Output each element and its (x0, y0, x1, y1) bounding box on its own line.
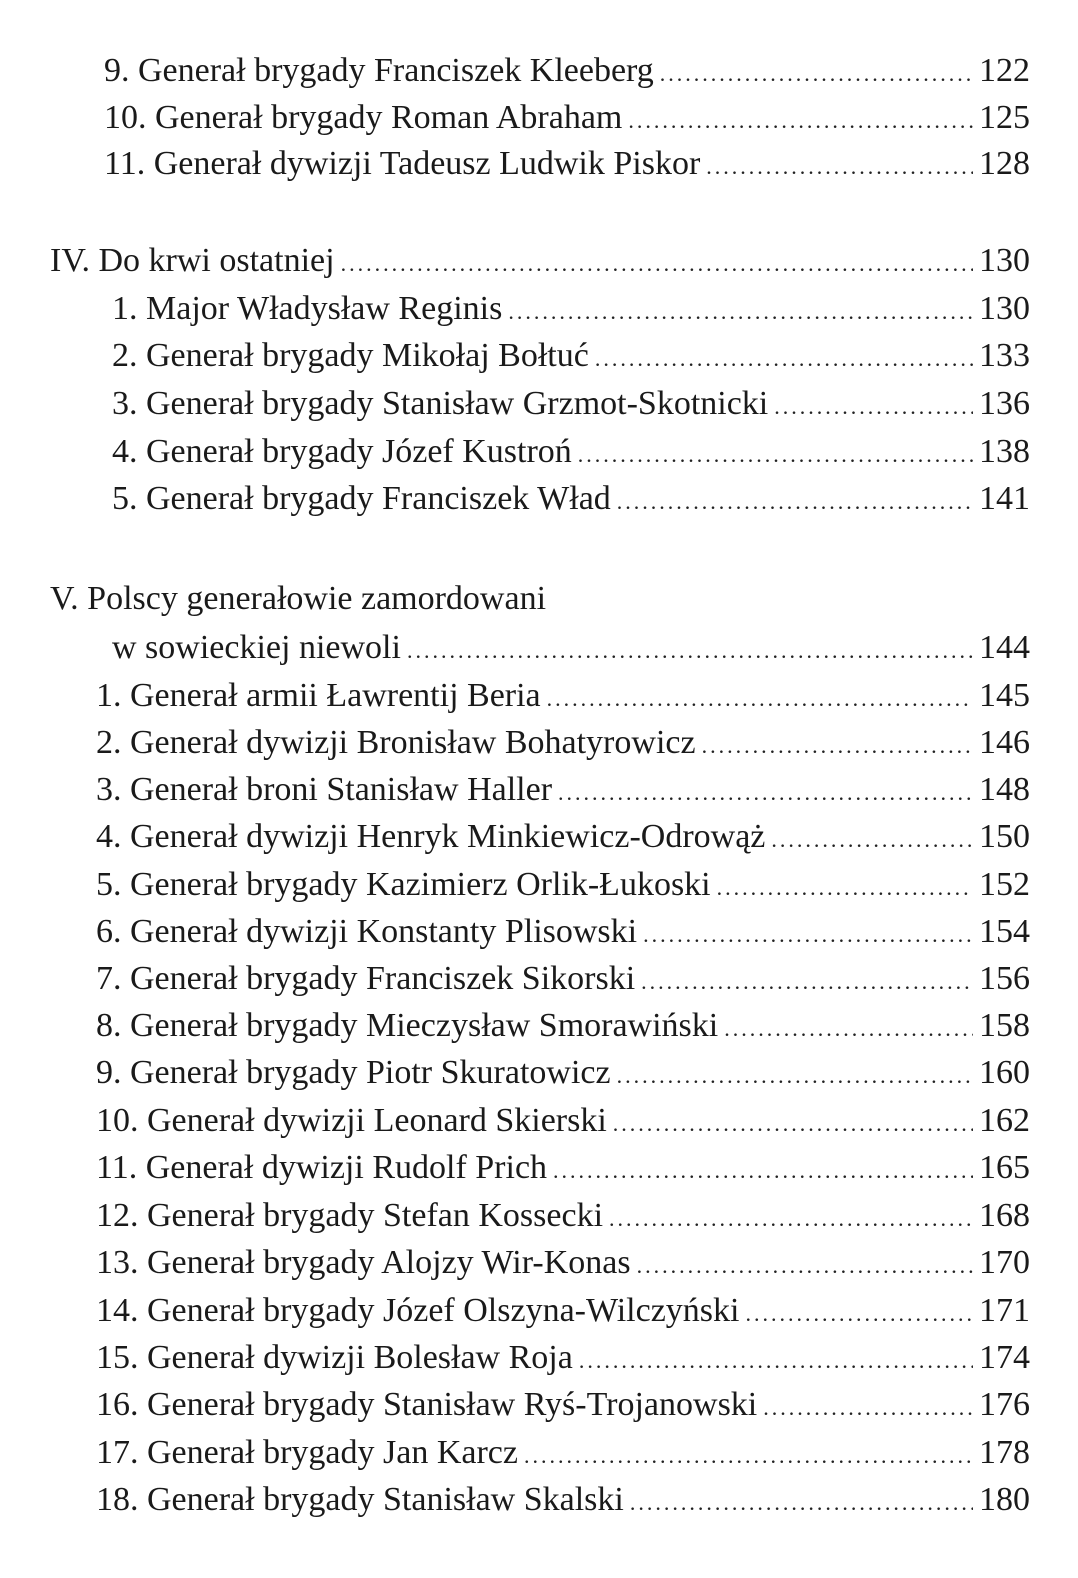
dot-leader (524, 1435, 973, 1477)
toc-entry-label: 1. Generał armii Ławrentij Beria (96, 677, 541, 714)
toc-entry-label: 5. Generał brygady Kazimierz Orlik-Łukoski (96, 866, 711, 903)
toc-entry-label: 14. Generał brygady Józef Olszyna-Wilczyński (96, 1292, 740, 1329)
toc-entry (104, 50, 1030, 95)
toc-entry-page: 133 (979, 337, 1030, 374)
dot-leader (745, 1293, 973, 1335)
dot-leader (660, 53, 973, 95)
toc-entry-label: 10. Generał dywizji Leonard Skierski (96, 1102, 607, 1139)
section-heading-page: 144 (979, 629, 1030, 666)
toc-entry (104, 97, 1030, 142)
toc-entry-label: 16. Generał brygady Stanisław Ryś-Trojanowski (96, 1386, 758, 1423)
dot-leader (702, 725, 973, 767)
toc-entry-page: 141 (979, 480, 1030, 517)
dot-leader (637, 1245, 973, 1287)
toc-entry (96, 1242, 1030, 1287)
toc-entry-label: 9. Generał brygady Piotr Skuratowicz (96, 1054, 611, 1091)
toc-entry-page: 168 (979, 1197, 1030, 1234)
toc-entry (112, 431, 1030, 476)
toc-entry-label: 11. Generał dywizji Rudolf Prich (96, 1149, 548, 1186)
toc-entry (96, 1290, 1030, 1335)
toc-entry-page: 145 (979, 677, 1030, 714)
dot-leader (706, 146, 973, 188)
toc-entry (112, 288, 1030, 333)
toc-entry-label: 12. Generał brygady Stefan Kossecki (96, 1197, 604, 1234)
toc-entry-page: 174 (979, 1339, 1030, 1376)
dot-leader (771, 819, 973, 861)
toc-entry-page: 158 (979, 1007, 1030, 1044)
toc-entry-label: 11. Generał dywizji Tadeusz Ludwik Piskor (104, 145, 701, 182)
dot-leader (407, 630, 973, 672)
toc-entry (96, 1337, 1030, 1382)
toc-entry-page: 178 (979, 1434, 1030, 1471)
toc-entry-label: 8. Generał brygady Mieczysław Smorawiński (96, 1007, 719, 1044)
toc-entry-label: 1. Major Władysław Reginis (112, 290, 503, 327)
toc-entry-page: 152 (979, 866, 1030, 903)
toc-entry-page: 136 (979, 385, 1030, 422)
dot-leader (579, 1340, 973, 1382)
toc-entry-page: 150 (979, 818, 1030, 855)
dot-leader (643, 914, 973, 956)
toc-entry-label: 7. Generał brygady Franciszek Sikorski (96, 960, 636, 997)
toc-entry-page: 122 (979, 52, 1030, 89)
dot-leader (558, 772, 973, 814)
section-heading-label: w sowieckiej niewoli (112, 629, 401, 666)
dot-leader (717, 867, 973, 909)
toc-entry-page: 180 (979, 1481, 1030, 1518)
dot-leader (609, 1198, 973, 1240)
toc-entry (96, 675, 1030, 720)
toc-entry (96, 722, 1030, 767)
dot-leader (763, 1387, 973, 1429)
dot-leader (595, 338, 973, 380)
toc-entry-label: 13. Generał brygady Alojzy Wir-Konas (96, 1244, 631, 1281)
toc-entry-label: 3. Generał broni Stanisław Haller (96, 771, 553, 808)
dot-leader (774, 386, 973, 428)
toc-entry-page: 171 (979, 1292, 1030, 1329)
toc-entry-label: 10. Generał brygady Roman Abraham (104, 99, 623, 136)
dot-leader (724, 1008, 973, 1050)
toc-entry (96, 1195, 1030, 1240)
toc-entry-label: 6. Generał dywizji Konstanty Plisowski (96, 913, 638, 950)
toc-section-heading (50, 240, 1030, 285)
toc-entry-page: 130 (979, 290, 1030, 327)
dot-leader (508, 291, 973, 333)
toc-entry-label: 15. Generał dywizji Bolesław Roja (96, 1339, 573, 1376)
toc-entry-label: 18. Generał brygady Stanisław Skalski (96, 1481, 624, 1518)
toc-entry-label: 5. Generał brygady Franciszek Wład (112, 480, 611, 517)
toc-entry (96, 816, 1030, 861)
section-heading-label: IV. Do krwi ostatniej (50, 242, 335, 279)
toc-entry-page: 138 (979, 433, 1030, 470)
dot-leader (617, 1055, 973, 1097)
toc-entry-page: 154 (979, 913, 1030, 950)
toc-entry-page: 125 (979, 99, 1030, 136)
toc-entry-label: 3. Generał brygady Stanisław Grzmot-Skotnicki (112, 385, 769, 422)
toc-entry (96, 864, 1030, 909)
toc-entry (96, 769, 1030, 814)
dot-leader (628, 100, 973, 142)
dot-leader (578, 434, 973, 476)
toc-entry-label: 2. Generał brygady Mikołaj Bołtuć (112, 337, 589, 374)
toc-entry-page: 162 (979, 1102, 1030, 1139)
toc-entry-label: 2. Generał dywizji Bronisław Bohatyrowicz (96, 724, 696, 761)
toc-entry (96, 1100, 1030, 1145)
toc-entry-label: 17. Generał brygady Jan Karcz (96, 1434, 518, 1471)
toc-entry (96, 1479, 1030, 1524)
toc-entry-page: 128 (979, 145, 1030, 182)
dot-leader (547, 678, 973, 720)
toc-entry-page: 146 (979, 724, 1030, 761)
dot-leader (341, 243, 973, 285)
toc-section-heading (112, 627, 1030, 672)
toc-entry (96, 1432, 1030, 1477)
toc-entry (112, 335, 1030, 380)
toc-entry (112, 383, 1030, 428)
dot-leader (630, 1482, 973, 1524)
toc-entry-label: 9. Generał brygady Franciszek Kleeberg (104, 52, 654, 89)
toc-entry (96, 1384, 1030, 1429)
toc-entry-page: 176 (979, 1386, 1030, 1423)
toc-entry (104, 143, 1030, 188)
toc-entry-page: 165 (979, 1149, 1030, 1186)
section-heading-page: 130 (979, 242, 1030, 279)
toc-entry-page: 170 (979, 1244, 1030, 1281)
dot-leader (613, 1103, 973, 1145)
toc-entry-page: 156 (979, 960, 1030, 997)
toc-entry (96, 958, 1030, 1003)
toc-entry (112, 478, 1030, 523)
toc-entry-label: 4. Generał dywizji Henryk Minkiewicz-Odrowąż (96, 818, 766, 855)
toc-entry-label: 4. Generał brygady Józef Kustroń (112, 433, 572, 470)
toc-entry (96, 911, 1030, 956)
toc-entry-page: 148 (979, 771, 1030, 808)
toc-section-heading-line1: V. Polscy generałowie zamordowani (50, 580, 547, 617)
dot-leader (641, 961, 973, 1003)
toc-entry (96, 1005, 1030, 1050)
dot-leader (617, 481, 973, 523)
toc-entry (96, 1147, 1030, 1192)
toc-entry-page: 160 (979, 1054, 1030, 1091)
toc-entry (96, 1052, 1030, 1097)
dot-leader (553, 1150, 973, 1192)
